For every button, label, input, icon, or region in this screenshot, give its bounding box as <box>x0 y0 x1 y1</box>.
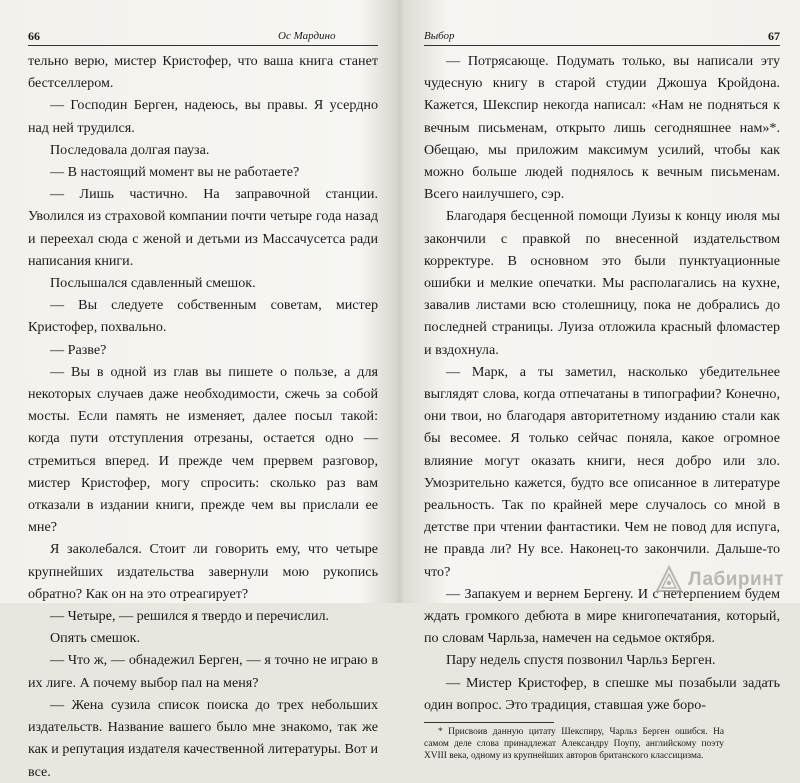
paragraph: Я заколебался. Стоит ли говорить ему, что четыре крупнейших издательства завернули мою рукопись обратно? Как он на это отреагирует? <box>28 541 378 602</box>
right-page-text <box>424 50 780 716</box>
watermark-text: Лабиринт <box>688 569 784 590</box>
paragraph: — Разве? <box>50 341 107 358</box>
paragraph: тельно верю, мистер Кристофер, что ваша книга станет бестселлером. <box>28 53 378 92</box>
right-running-head <box>424 27 780 46</box>
paragraph: — Жена сузила список поиска до трех небольших издательств. Название вашего было мне знакомо, так же как и репутация издателя качественной литературы. Вот и все. <box>28 696 378 780</box>
paragraph: — Потрясающе. Подумать только, вы написали эту чудесную книгу в старой студии Джошуа Кройдона. Кажется, Шекспир некогда написал: «Нам не подняться к вечным письменам, открыто лишь сегодняшнее нам»*. Обещаю, мы приложим максимум усилий, чтобы как можно больше людей поднялось к вечным письменам. Всего наилучшего, сэр. <box>424 53 780 203</box>
paragraph: — Запакуем и вернем Бергену. И с нетерпением будем ждать громкого дебюта в мире книгопечатания, который, по словам Чарльза, намечен на седьмое октября. <box>424 585 780 647</box>
paragraph: — Господин Берген, надеюсь, вы правы. Я усердно над ней трудился. <box>28 97 378 136</box>
right-page-number: 67 <box>768 29 780 43</box>
paragraph: — Вы в одной из глав вы пишете о пользе, а для некоторых случаев даже необходимости, сжечь за собой мосты. Если память не изменяет, далее посыл такой: когда пути отступления отрезаны, остается одно — стремиться вперед. И прежде чем прервем разговор, мистер Кристофер, могу спросить: сколько раз вам отказали в издании книги, прежде чем вы прислали ее мне? <box>28 363 378 536</box>
paragraph: Последовала долгая пауза. <box>50 141 210 158</box>
paragraph: — Мистер Кристофер, в спешке мы позабыли задать один вопрос. Это традиция, ставшая уже боро- <box>424 674 780 713</box>
paragraph: — Марк, а ты заметил, насколько убедительнее выглядят слова, когда отпечатаны в типографии? Конечно, они твои, но благодаря авторитетному изданию стали как бы весомее. Я только сейчас поняла, какое огромное влияние могут оказать книги, неся добро или зло. Умозрительно кажется, будто все описанное в литературе реальность. Так по крайней мере случалось со мной в детстве при чтении фантастики. Чем не повод для испуга, не правда ли? Ну все. Наконец-то закончили. Дальше-то что? <box>424 363 780 580</box>
paragraph: Благодаря бесценной помощи Луизы к концу июля мы закончили с правкой по внесенной издательством корректуре. В основном это были пунктуационные ошибки и мелкие опечатки. Мы располагались на кухне, завалив листами всю столешницу, пока не добрались до последней страницы. Луиза отложила красный фломастер и вздохнула. <box>424 208 780 358</box>
left-running-head <box>28 27 378 46</box>
right-page <box>400 0 800 762</box>
paragraph: — Вы следуете собственным советам, мистер Кристофер, похвально. <box>28 297 378 336</box>
left-page <box>0 0 400 780</box>
left-page-text <box>28 50 378 783</box>
left-running-title: Ос Мардино <box>278 30 336 42</box>
footnote: * Присвоив данную цитату Шекспиру, Чарльз Берген ошибся. На самом деле слова принадлежат Александру Поупу, английскому поэту XVIII века, одному из крупнейших авторов британского классицизма. <box>424 727 724 762</box>
right-running-title: Выбор <box>424 30 455 42</box>
paragraph: Опять смешок. <box>50 630 141 647</box>
labirint-watermark <box>654 565 784 595</box>
paragraph: — Лишь частично. На заправочной станции. Уволился из страховой компании почти четыре года назад и переехал сюда с женой и детьми из Массачусетса ради написания книги. <box>28 186 378 269</box>
footnote-rule <box>424 722 554 723</box>
paragraph: — Что ж, — обнадежил Берген, — я точно не играю в их лиге. А почему выбор пал на меня? <box>28 652 378 691</box>
labirint-logo-icon <box>654 565 684 595</box>
paragraph: — Четыре, — решился я твердо и перечислил. <box>50 608 330 625</box>
left-page-number: 66 <box>28 29 40 43</box>
paragraph: Послышался сдавленный смешок. <box>50 275 256 292</box>
paragraph: Пару недель спустя позвонил Чарльз Берген. <box>446 652 716 669</box>
paragraph: — В настоящий момент вы не работаете? <box>50 164 300 181</box>
